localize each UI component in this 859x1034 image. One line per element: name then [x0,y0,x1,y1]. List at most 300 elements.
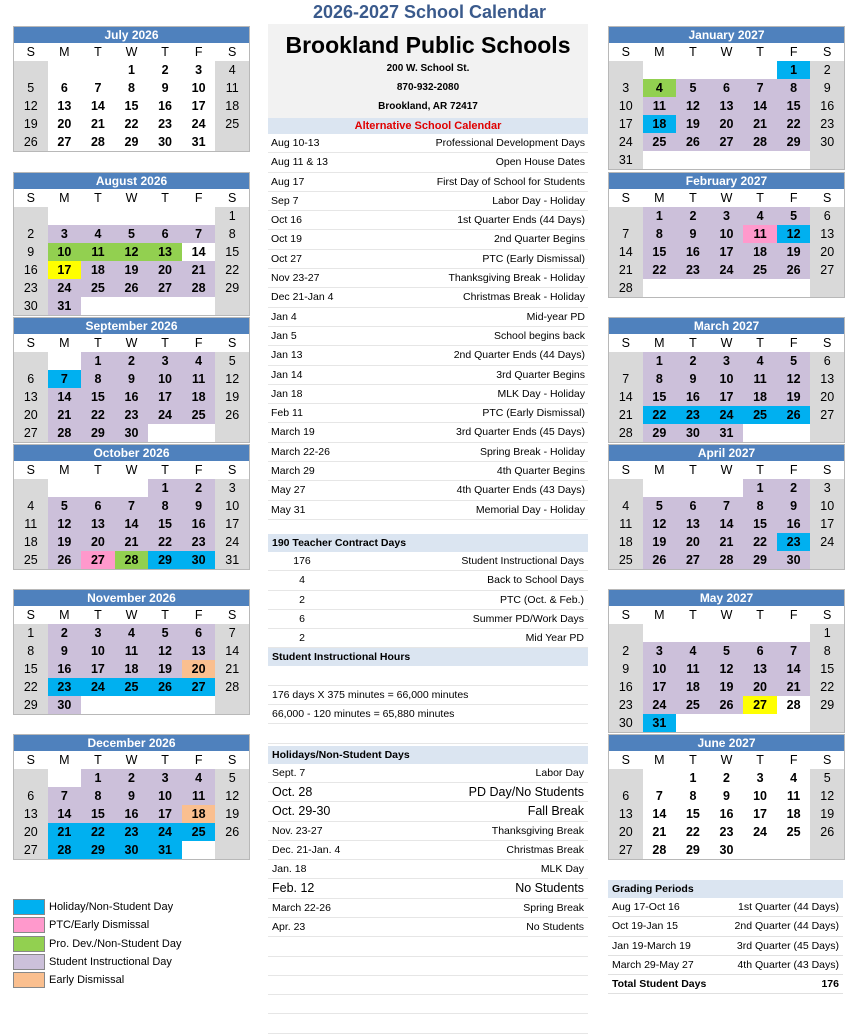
day-cell: 27 [810,406,844,424]
event-description: Mid-year PD [526,310,585,323]
day-cell: 5 [115,225,149,243]
grading-label: 2nd Quarter (44 Days) [734,920,839,933]
day-cell: 2 [14,225,48,243]
day-cell: 3 [710,207,744,225]
event-description: Thanksgiving Break - Holiday [448,272,585,285]
day-cell: 26 [215,823,249,841]
day-cell: 15 [810,660,844,678]
weekday-label: F [777,189,811,207]
day-cell: 8 [14,642,48,660]
center-info-column [268,24,588,1034]
weekday-label: F [182,189,216,207]
day-cell: 12 [643,515,677,533]
day-cell: 2 [723,771,730,785]
day-cell: 3 [48,225,82,243]
day-cell: 18 [81,261,115,279]
day-cell: 17 [643,678,677,696]
empty-day-cell [215,297,249,315]
day-cell: 1 [643,207,677,225]
grading-period-row [608,937,843,956]
blank-row [268,666,588,685]
day-cell: 5 [810,769,844,787]
day-cell: 20 [710,115,744,133]
empty-day-cell [609,352,643,370]
event-description: Spring Break - Holiday [479,445,585,458]
event-row [268,173,588,192]
weekday-label: T [676,606,710,624]
empty-day-cell [215,424,249,442]
contract-day-row [268,571,588,590]
weekday-label: S [215,43,249,61]
day-cell: 19 [215,388,249,406]
calendar-type-label: Alternative School Calendar [268,118,588,134]
day-cell: 21 [652,825,667,839]
weekday-label: S [14,334,48,352]
day-cell: 6 [60,81,68,95]
empty-day-cell [148,297,182,315]
day-cell: 12 [48,515,82,533]
day-cell: 18 [182,805,216,823]
holiday-date: Apr. 23 [272,920,306,933]
weekday-label: M [643,606,677,624]
legend-item [13,971,253,989]
day-cell: 28 [743,133,777,151]
empty-day-cell [676,479,710,497]
day-cell: 15 [14,660,48,678]
blank-row [268,724,588,743]
month-calendar-april-2027 [608,444,845,570]
day-cell: 17 [753,807,768,821]
day-cell: 8 [215,225,249,243]
day-cell: 28 [777,696,811,714]
empty-day-cell [81,297,115,315]
contract-day-row [268,610,588,629]
event-date: Sep 7 [271,194,299,207]
empty-day-cell [609,479,643,497]
weekday-label: W [115,189,149,207]
contract-day-label: Student Instructional Days [461,554,584,567]
day-cell: 22 [124,117,139,131]
weekday-label: T [81,461,115,479]
empty-day-cell [643,279,677,297]
day-cell: 9 [161,81,169,95]
weekday-label: T [743,606,777,624]
empty-day-cell [710,279,744,297]
month-title: February 2027 [609,173,844,189]
event-date: Jan 13 [271,349,303,362]
empty-day-cell [643,61,677,79]
weekday-label: M [48,334,82,352]
event-row [268,269,588,288]
day-cell: 20 [743,678,777,696]
day-cell: 9 [810,79,844,97]
month-calendar-march-2027 [608,317,845,443]
day-cell: 8 [128,81,135,95]
empty-day-cell [710,714,744,732]
empty-day-cell [643,624,677,642]
blank-row [268,937,588,956]
day-cell: 23 [676,406,710,424]
weekday-label: M [48,43,82,61]
day-cell: 24 [710,406,744,424]
district-name: Brookland Public Schools [285,32,571,58]
event-date: Dec 21-Jan 4 [271,291,334,304]
day-cell: 26 [115,279,149,297]
day-cell: 22 [777,115,811,133]
event-description: Christmas Break - Holiday [463,291,585,304]
empty-day-cell [48,61,82,79]
empty-day-cell [810,551,844,569]
day-cell: 25 [676,696,710,714]
day-cell: 19 [643,533,677,551]
month-title: January 2027 [609,27,844,43]
event-date: Oct 16 [271,214,302,227]
day-cell: 23 [48,678,82,696]
event-row [268,230,588,249]
day-cell: 23 [719,825,734,839]
empty-day-cell [182,297,216,315]
day-cell: 13 [182,642,216,660]
grading-range: Jan 19-March 19 [612,939,691,952]
weekday-label: T [676,751,710,769]
contract-day-row [268,591,588,610]
day-cell: 21 [48,823,82,841]
weekday-label: W [115,606,149,624]
day-cell: 14 [777,660,811,678]
holiday-description: Thanksgiving Break [491,824,584,837]
day-cell: 8 [81,370,115,388]
month-calendar-september-2026 [13,317,250,443]
day-cell: 16 [676,388,710,406]
weekday-label: S [810,751,844,769]
day-cell: 25 [182,406,216,424]
day-cell: 5 [215,769,249,787]
day-cell: 27 [743,696,777,714]
legend-item [13,935,253,953]
day-cell: 5 [710,642,744,660]
day-cell: 6 [14,370,48,388]
day-cell: 29 [685,843,700,857]
day-cell: 17 [215,515,249,533]
day-cell: 23 [777,533,811,551]
weekday-label: S [14,43,48,61]
event-row [268,366,588,385]
empty-day-cell [14,61,48,79]
day-cell: 11 [643,97,677,115]
day-cell: 29 [148,551,182,569]
contract-day-label: PTC (Oct. & Feb.) [499,593,584,606]
empty-day-cell [115,297,149,315]
weekday-label: T [676,461,710,479]
month-title: September 2026 [14,318,249,334]
empty-day-cell [676,279,710,297]
day-cell: 16 [719,807,734,821]
holiday-row [268,860,588,879]
weekday-label: T [676,334,710,352]
day-cell: 25 [182,823,216,841]
empty-day-cell [609,624,643,642]
weekday-label: T [676,43,710,61]
empty-day-cell [81,61,115,79]
weekday-label: T [676,189,710,207]
day-cell: 25 [743,406,777,424]
day-cell: 7 [48,787,82,805]
day-cell: 17 [81,660,115,678]
day-cell: 12 [215,370,249,388]
total-value: 176 [821,978,839,991]
day-cell: 18 [14,533,48,551]
day-grid [14,606,249,714]
day-cell: 17 [710,388,744,406]
day-cell: 23 [14,279,48,297]
day-cell: 21 [743,115,777,133]
day-cell: 26 [48,551,82,569]
day-cell: 13 [676,515,710,533]
day-cell: 25 [643,133,677,151]
contract-day-count: 6 [299,612,305,625]
empty-day-cell [81,207,115,225]
contract-day-count: 2 [299,593,305,606]
day-cell: 6 [676,497,710,515]
event-description: Labor Day - Holiday [492,194,585,207]
weekday-label: M [643,189,677,207]
weekday-label: T [81,43,115,61]
event-date: Jan 18 [271,387,303,400]
day-cell: 13 [743,660,777,678]
weekday-label: S [215,189,249,207]
holiday-description: Fall Break [527,804,584,819]
month-calendar-may-2027 [608,589,845,733]
weekday-label: W [115,334,149,352]
day-cell: 1 [14,624,48,642]
event-date: Jan 14 [271,368,303,381]
day-cell: 21 [48,406,82,424]
empty-day-cell [182,207,216,225]
day-cell: 1 [128,63,135,77]
day-cell: 26 [148,678,182,696]
event-date: Oct 19 [271,233,302,246]
day-cell: 24 [710,261,744,279]
day-cell: 24 [48,279,82,297]
day-cell: 11 [14,515,48,533]
day-cell: 22 [743,533,777,551]
day-cell: 6 [810,207,844,225]
empty-day-cell [148,424,182,442]
district-city: Brookland, AR 72417 [378,101,478,112]
day-cell: 29 [81,841,115,859]
day-cell: 28 [48,841,82,859]
page-title: 2026-2027 School Calendar [312,2,547,22]
weekday-label: W [710,751,744,769]
color-legend [13,898,253,989]
day-cell: 2 [115,769,149,787]
holiday-row [268,918,588,937]
day-cell: 11 [743,225,777,243]
day-cell: 1 [148,479,182,497]
legend-swatch [13,936,45,952]
event-description: PTC (Early Dismissal) [482,252,585,265]
day-cell: 30 [777,551,811,569]
day-cell: 15 [81,388,115,406]
day-cell: 20 [182,660,216,678]
day-cell: 7 [609,370,643,388]
day-cell: 30 [719,843,734,857]
month-calendar-february-2027 [608,172,845,298]
day-cell: 21 [215,660,249,678]
grading-range: March 29-May 27 [612,958,694,971]
weekday-label: F [777,43,811,61]
day-cell: 21 [90,117,105,131]
weekday-label: M [48,606,82,624]
event-row [268,501,588,520]
day-cell: 14 [710,515,744,533]
day-cell: 11 [81,243,115,261]
legend-swatch [13,917,45,933]
day-cell: 8 [810,642,844,660]
day-cell: 4 [182,769,216,787]
day-cell: 9 [609,660,643,678]
weekday-label: T [81,189,115,207]
grading-periods-list [608,898,843,975]
empty-day-cell [676,151,710,169]
day-cell: 11 [676,660,710,678]
weekday-label: F [182,461,216,479]
day-cell: 7 [609,225,643,243]
day-grid [609,751,844,859]
event-row [268,288,588,307]
day-cell: 20 [57,117,72,131]
day-cell: 28 [609,424,643,442]
day-cell: 13 [609,805,643,823]
day-cell: 19 [777,388,811,406]
holiday-row [268,879,588,898]
day-cell: 7 [215,624,249,642]
empty-day-cell [48,207,82,225]
holiday-description: No Students [515,881,584,896]
day-cell: 19 [676,115,710,133]
events-list [268,134,588,520]
day-cell: 10 [148,787,182,805]
day-cell: 3 [643,642,677,660]
day-cell: 28 [652,843,667,857]
event-date: Aug 17 [271,175,305,188]
empty-day-cell [148,207,182,225]
empty-day-cell [643,151,677,169]
day-cell: 23 [115,406,149,424]
day-cell: 7 [94,81,102,95]
day-cell: 3 [195,63,203,77]
day-cell: 9 [182,497,216,515]
day-cell: 21 [609,406,643,424]
contract-day-label: Summer PD/Work Days [472,612,584,625]
day-cell: 22 [148,533,182,551]
holiday-date: Oct. 29-30 [272,804,331,819]
legend-item [13,916,253,934]
day-cell: 17 [148,805,182,823]
day-cell: 21 [609,261,643,279]
day-cell: 11 [115,642,149,660]
weekday-label: T [81,606,115,624]
event-date: March 29 [271,465,315,478]
day-cell: 23 [182,533,216,551]
weekday-label: S [810,43,844,61]
month-calendar-august-2026 [13,172,250,316]
day-cell: 6 [81,497,115,515]
weekday-label: S [609,751,643,769]
day-cell: 29 [810,696,844,714]
day-cell: 25 [81,279,115,297]
empty-day-cell [182,841,216,859]
event-description: Professional Development Days [435,137,585,149]
empty-day-cell [609,769,643,787]
day-cell: 29 [215,279,249,297]
day-cell: 4 [609,497,643,515]
event-date: March 19 [271,426,315,439]
day-cell: 22 [81,406,115,424]
empty-day-cell [777,624,811,642]
event-date: Aug 10-13 [271,137,320,149]
day-cell: 7 [777,642,811,660]
day-cell: 5 [48,497,82,515]
day-cell: 13 [810,370,844,388]
holiday-description: Christmas Break [506,843,584,856]
day-cell: 8 [743,497,777,515]
contract-day-count: 2 [299,632,305,645]
event-row [268,481,588,500]
weekday-label: M [643,461,677,479]
weekday-label: T [148,751,182,769]
day-cell: 4 [676,642,710,660]
day-cell: 8 [81,787,115,805]
contract-days-list [268,552,588,648]
empty-day-cell [609,61,643,79]
day-cell: 14 [90,99,105,113]
day-cell: 17 [710,243,744,261]
event-description: 4th Quarter Begins [496,465,585,478]
day-cell: 9 [723,789,730,803]
weekday-label: S [14,461,48,479]
weekday-label: W [115,751,149,769]
legend-label: Early Dismissal [49,974,125,987]
blank-row [268,976,588,995]
day-cell: 12 [215,787,249,805]
event-row [268,250,588,269]
day-cell: 26 [215,406,249,424]
day-grid [609,461,844,569]
empty-day-cell [710,61,744,79]
day-cell: 24 [609,133,643,151]
day-cell: 23 [158,117,173,131]
day-cell: 17 [810,515,844,533]
month-title: August 2026 [14,173,249,189]
day-cell: 10 [710,370,744,388]
hours-line-2: 66,000 - 120 minutes = 65,880 minutes [268,705,588,724]
day-cell: 26 [643,551,677,569]
day-cell: 28 [48,424,82,442]
day-cell: 6 [148,225,182,243]
empty-day-cell [48,769,82,787]
legend-item [13,953,253,971]
day-cell: 30 [810,133,844,151]
weekday-label: S [14,751,48,769]
weekday-label: T [148,189,182,207]
day-cell: 6 [810,352,844,370]
total-student-days-row [608,975,843,994]
day-cell: 2 [676,352,710,370]
day-cell: 13 [57,99,72,113]
event-row [268,404,588,423]
day-cell: 13 [810,225,844,243]
